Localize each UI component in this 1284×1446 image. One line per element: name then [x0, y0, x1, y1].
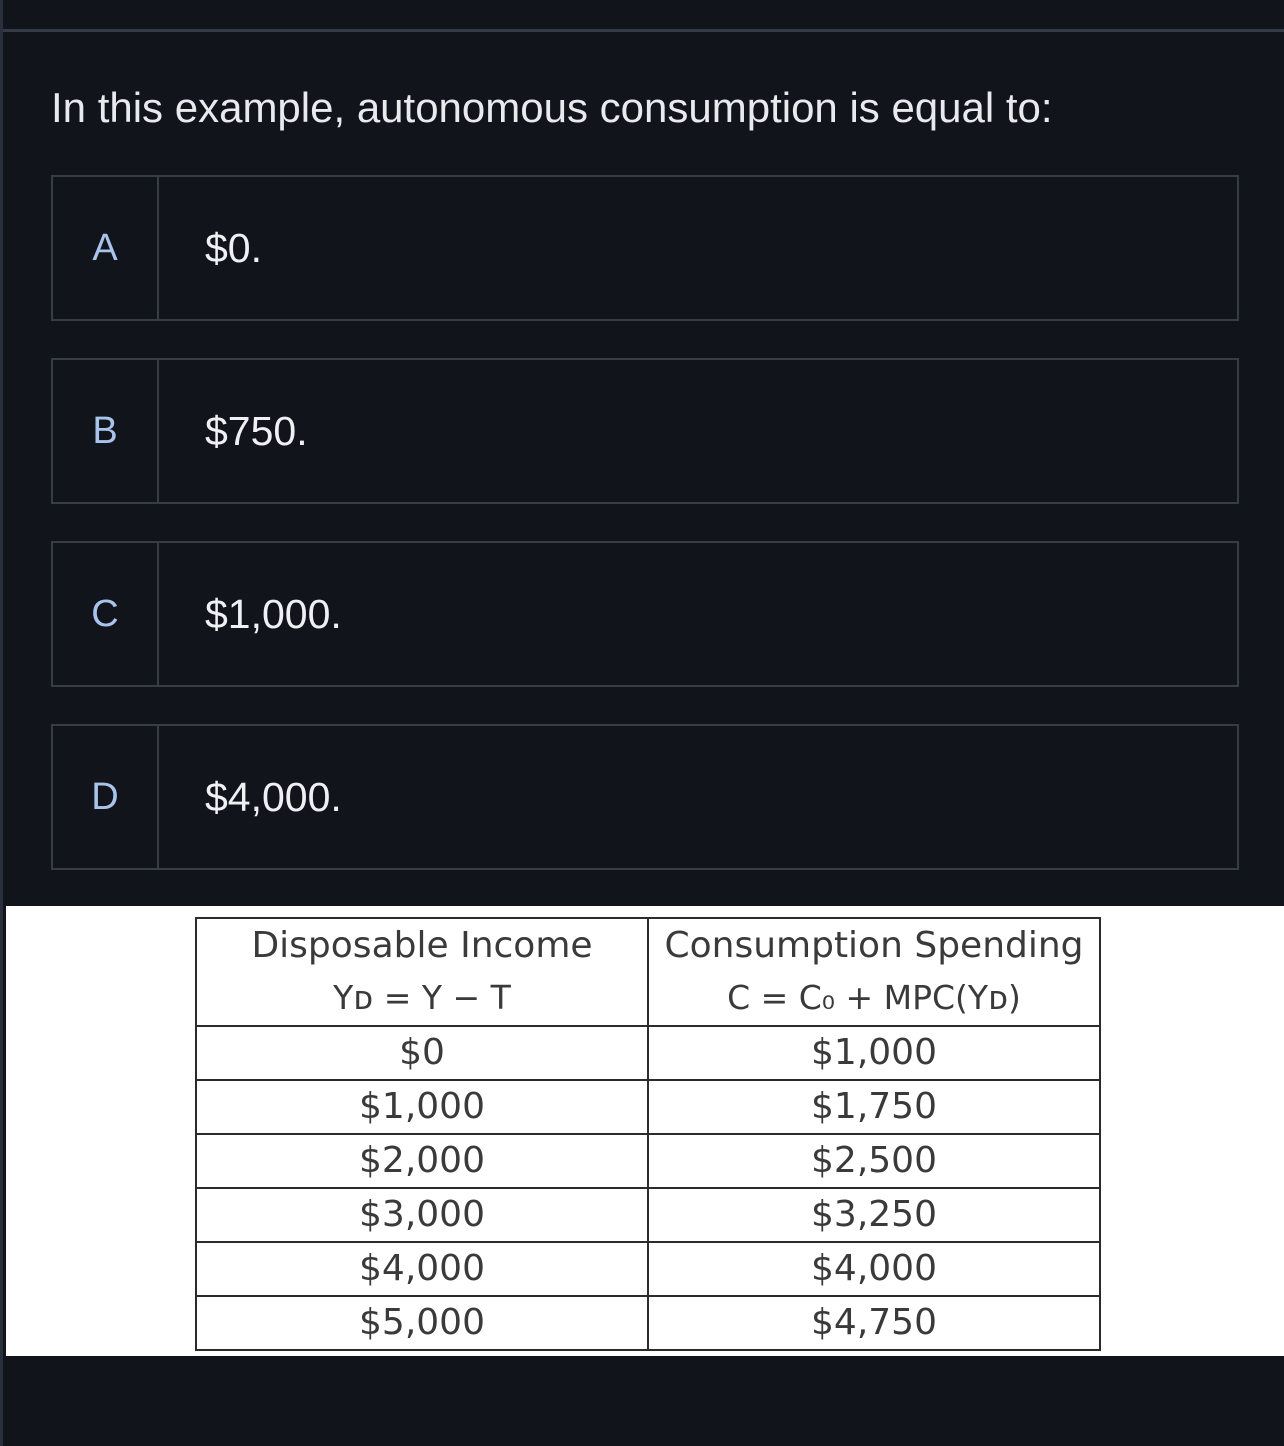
table-cell: $1,000	[648, 1026, 1100, 1080]
option-a[interactable]	[51, 175, 1239, 321]
table-cell: $1,750	[648, 1080, 1100, 1134]
table-cell: $1,000	[196, 1080, 648, 1134]
option-letter: C	[53, 543, 159, 685]
header-formula: Yᴅ = Y − T	[333, 978, 511, 1017]
option-letter: D	[53, 726, 159, 868]
header-title: Disposable Income	[251, 925, 593, 966]
option-answer: $4,000.	[205, 773, 342, 820]
table-row	[196, 1080, 1100, 1134]
question-text: In this example, autonomous consumption is equal to:	[51, 84, 1053, 131]
header-formula: C = C₀ + MPC(Yᴅ)	[727, 978, 1021, 1017]
table-cell: $2,500	[648, 1134, 1100, 1188]
option-letter: A	[53, 177, 159, 319]
table-row	[196, 1134, 1100, 1188]
top-divider	[3, 29, 1284, 32]
table-row	[196, 1296, 1100, 1350]
header-title: Consumption Spending	[664, 925, 1084, 966]
table-cell: $4,000	[196, 1242, 648, 1296]
option-d[interactable]	[51, 724, 1239, 870]
consumption-table-image	[6, 906, 1284, 1356]
table-cell: $5,000	[196, 1296, 648, 1350]
table-cell: $4,750	[648, 1296, 1100, 1350]
consumption-table	[195, 917, 1101, 1351]
option-letter: B	[53, 360, 159, 502]
table-cell: $3,250	[648, 1188, 1100, 1242]
option-answer: $0.	[205, 224, 262, 271]
table-row	[196, 1242, 1100, 1296]
option-b[interactable]	[51, 358, 1239, 504]
option-answer: $750.	[205, 407, 308, 454]
table-cell: $3,000	[196, 1188, 648, 1242]
table-cell: $0	[196, 1026, 648, 1080]
table-row	[196, 1026, 1100, 1080]
option-c[interactable]	[51, 541, 1239, 687]
table-cell: $4,000	[648, 1242, 1100, 1296]
table-row	[196, 1188, 1100, 1242]
table-cell: $2,000	[196, 1134, 648, 1188]
option-answer: $1,000.	[205, 590, 342, 637]
table-header-row	[196, 918, 1100, 1026]
header-disposable-income	[196, 918, 648, 1026]
header-consumption-spending	[648, 918, 1100, 1026]
